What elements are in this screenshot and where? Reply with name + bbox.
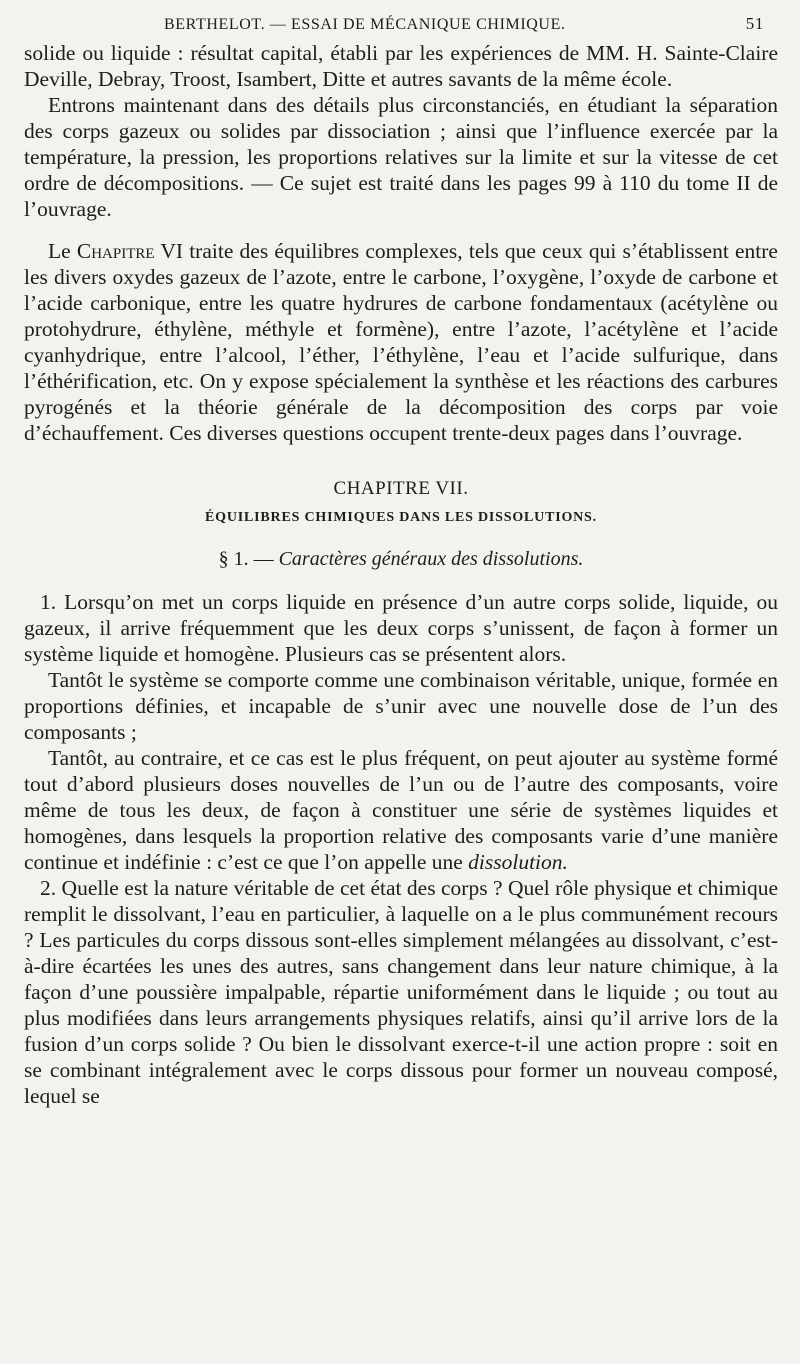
paragraph-dissociation: Entrons maintenant dans des détails plus circonstanciés, en étudiant la séparation des corps gazeux ou solides par dissociation ; ainsi que l’influence exercée par la température, la pression, les proportions relatives sur la limite et sur la vitesse de cet ordre de décompositions. — Ce sujet est traité dans les pages 99 à 110 du tome II de l’ouvrage. [24,93,778,221]
paragraph-2: 2. Quelle est la nature véritable de cet état des corps ? Quel rôle physique et chimique remplit le dissolvant, l’eau en particulier, à laquelle on a le plus communément recours ? Les particules du corps dissous sont-elles simplement mélangées au dissolvant, c’est-à-dire écartées les unes des autres, sans changement dans leur nature chimique, à la façon d’une poussière impalpable, répartie uniformément dans le liquide ; ou tout au plus modifiées dans leurs arrangements physiques relatifs, ainsi qu’il arrive lors de la fusion d’un corps solide ? Ou bien le dissolvant exerce-t-il une action propre : soit en se combinant intégralement avec le corps dissous pour former un nouveau composé, lequel se [24,876,778,1108]
section-title: Caractères généraux des dissolutions. [278,548,584,570]
paragraph-continuation: solide ou liquide : résultat capital, établi par les expériences de MM. H. Sainte-Claire Deville, Debray, Troost, Isambert, Ditte et autres savants de la même école. [24,41,778,91]
chapter-title: CHAPITRE VII. [333,478,469,499]
spacer [24,222,778,238]
chapter-six-body: traite des équilibres complexes, tels que ceux qui s’établissent entre les divers oxydes gazeux de l’azote, entre le carbone, l’oxygène, l’oxyde de carbone et l’acide carbonique, entre les quatre hydrures de carbone fondamentaux (acétylène ou protohydrure, éthylène, méthyle et formène), entre l’azote, l’acétylène et l’acide cyanhydrique, entre l’alcool, l’éther, l’éthylène, l’eau et l’acide sulfurique, dans l’éthérification, etc. On y expose spécialement la synthèse et les réactions des carbures pyrogénés et la théorie générale de la décomposition des corps par voie d’échauffement. Ces diverses questions occupent trente-deux pages dans l’ouvrage. [24,239,778,445]
section-prefix: § 1. — [218,548,279,570]
paragraph-tantot-2 [24,745,778,875]
section-heading [24,548,778,571]
page-number: 51 [745,14,764,33]
page-text [24,40,778,1109]
paragraph-1: 1. Lorsqu’on met un corps liquide en présence d’un autre corps solide, liquide, ou gazeux, il arrive fréquemment que les deux corps s’unissent, de façon à former un système liquide et homogène. Plusieurs cas se présentent alors. [24,590,778,666]
chapter-subtitle: ÉQUILIBRES CHIMIQUES DANS LES DISSOLUTIONS. [205,510,597,525]
chapter-six-label: Chapitre VI [76,239,184,263]
paragraph-tantot-2-body: Tantôt, au contraire, et ce cas est le plus fréquent, on peut ajouter au système formé tout d’abord plusieurs doses nouvelles de l’un ou de l’autre des composants, voire même de tous les deux, de façon à constituer une série de systèmes liquides et homogènes, dans lesquels la proportion relative des composants varie d’une manière continue et indéfinie : c’est ce que l’on appelle une [24,746,778,874]
paragraph-chapter-six [24,238,778,446]
paragraph-tantot-1: Tantôt le système se comporte comme une combinaison véritable, unique, formée en proportions définies, et incapable de s’unir avec une nouvelle dose de l’un des composants ; [24,668,778,744]
chapter-six-lead: Le [48,239,77,263]
running-title: BERTHELOT. — ESSAI DE MÉCANIQUE CHIMIQUE. [164,16,566,33]
running-header [24,14,778,34]
spacer [24,446,778,478]
dissolution-term: dissolution. [468,850,568,874]
